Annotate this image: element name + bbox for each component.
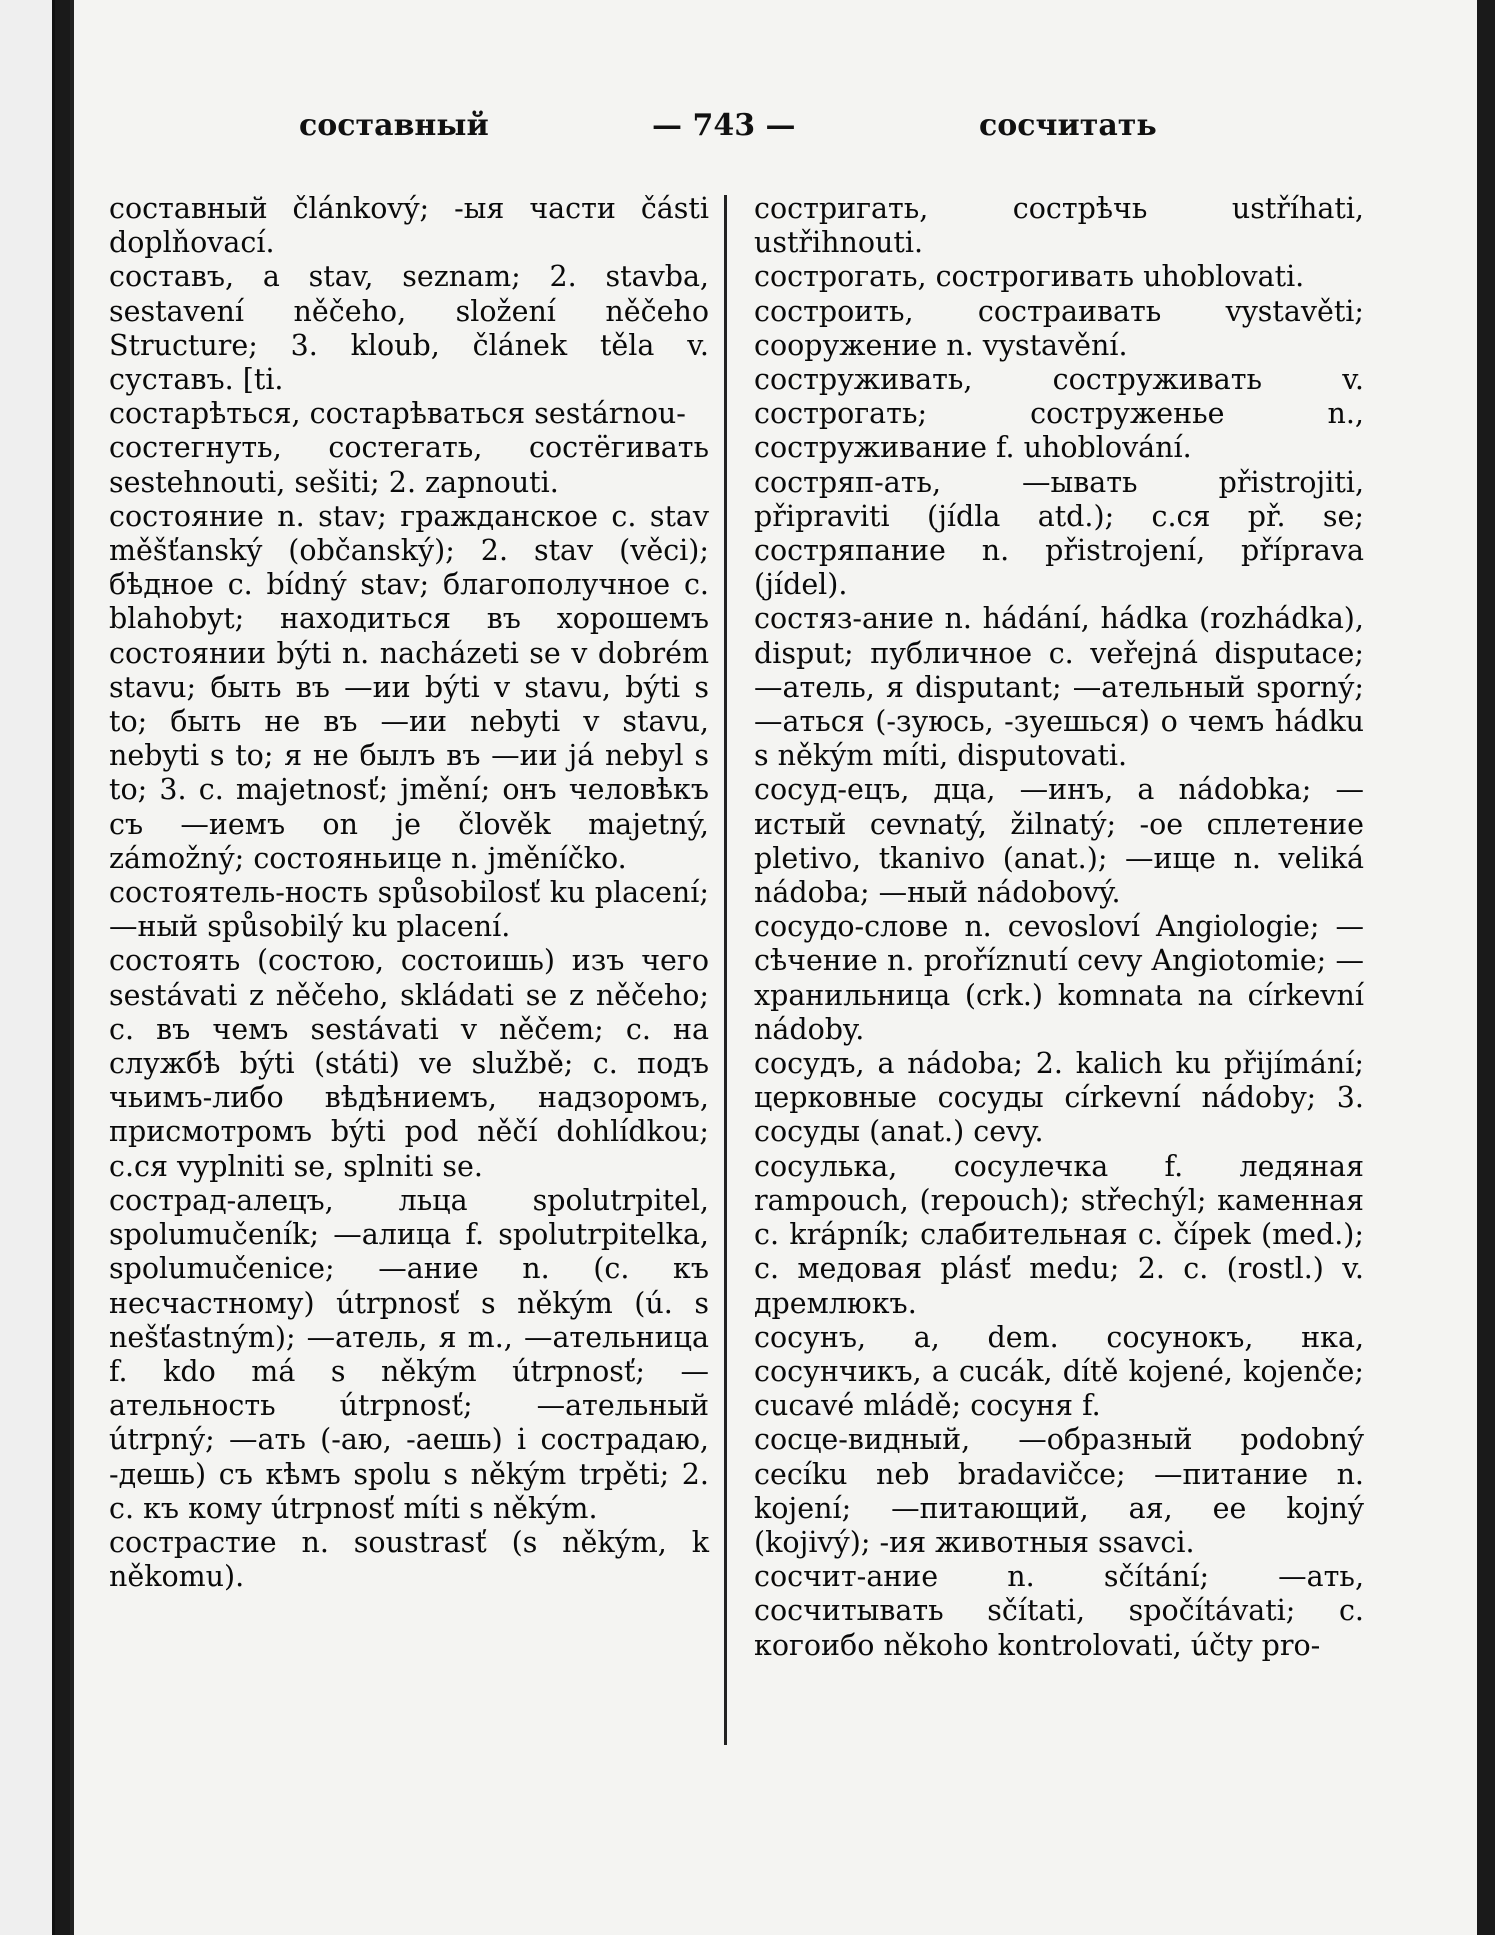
dictionary-entry: сосце-видный, —образный podobný cecíku neb bradavičce; —питание n. kojení; —питающий, ая, ее kojný (kojivý); -ия животныя ssavci. <box>754 1423 1364 1559</box>
dictionary-entry: составный článkový; -ыя части části doplňovací. <box>109 192 709 260</box>
running-head-right: сосчитать <box>979 108 1157 143</box>
dictionary-entry: сосунъ, а, dem. сосунокъ, нка, сосунчикъ, а cucák, dítě kojené, kojenče; cucavé mládě; сосуня f. <box>754 1320 1364 1423</box>
dictionary-entry: составъ, а stav, seznam; 2. stavba, sestavení něčeho, složení něčeho Structure; 3. kloub, článek těla v. суставъ. [ti. <box>109 260 709 397</box>
dictionary-entry: состояние n. stav; гражданское с. stav měšťanský (občanský); 2. stav (věci); бѣдное с. bídný stav; благополучное с. blahobyt; находиться въ хорошемъ состоянии býti n. nacházeti se v dobrém stavu; быть въ —ии býti v stavu, býti s to; быть не въ —ии nebyti v stavu, nebyti s to; я не былъ въ —ии já nebyl s to; 3. c. majetnosť; jmění; онъ человѣкъ съ —иемъ on je člověk majetný, zámožný; состояньице n. jměníčko. <box>109 499 709 875</box>
page-number: — 743 — <box>652 108 796 143</box>
dictionary-entry: состряп-ать, —ывать přistrojiti, připraviti (jídla atd.); с.ся př. se; состряпание n. přistrojení, příprava (jídel). <box>754 465 1364 602</box>
dictionary-entry: соструживать, соструживать v. сострогать; соструженье n., соструживание f. uhoblování. <box>754 363 1364 465</box>
dictionary-entry: состроить, состраивать vystavěti; сооружение n. vystavění. <box>754 294 1364 362</box>
dictionary-entry: состарѣться, состарѣваться sestárnou- <box>109 397 686 431</box>
dictionary-entry: состоятель-ность spůsobilosť ku placení; —ный spůsobilý ku placení. <box>109 876 709 944</box>
dictionary-entry: сосудо-слове n. cevosloví Angiologie; —сѣчение n. proříznutí cevy Angiotomie; —хранильница (crk.) komnata na církevní nádoby. <box>754 910 1364 1046</box>
dictionary-entry: состегнуть, состегать, состёгивать sestehnouti, sešiti; 2. zapnouti. <box>109 431 709 499</box>
previous-page-edge <box>0 0 55 1935</box>
dictionary-entry: сосчит-ание n. sčítání; —ать, сосчитывать sčítati, spočítávati; c. когоибо někoho kontrolovati, účty pro- <box>754 1560 1364 1662</box>
dictionary-entry: сострогать, сострогивать uhoblovati. <box>754 260 1305 294</box>
dictionary-page <box>70 0 1477 1935</box>
running-head-left: составный <box>299 108 489 143</box>
dictionary-entry: сосудъ, а nádoba; 2. kalich ku přijímání; церковные сосуды církevní nádoby; 3. сосуды (anat.) cevy. <box>754 1047 1364 1149</box>
dictionary-entry: состяз-ание n. hádání, hádka (rozhádka), disput; публичное c. veřejná disputace; —атель, я disputant; —ательный sporný; —аться (-зуюсь, -зуешься) о чемъ hádku s někým míti, disputovati. <box>754 602 1364 773</box>
dictionary-entry: сострастие n. soustrasť (s někým, k někomu). <box>109 1525 709 1594</box>
dictionary-entry: сосуд-ецъ, дца, —инъ, а nádobka; —истый cevnatý, žilnatý; -ое сплетение pletivo, tkanivo (anat.); —ище n. veliká nádoba; —ный nádobový. <box>754 773 1364 910</box>
dictionary-entry: состоять (состою, состоишь) изъ чего sestávati z něčeho, skládati se z něčeho; c. въ чемъ sestávati v něčem; c. на службѣ býti (státi) ve službě; c. подъ чьимъ-либо вѣдѣниемъ, надзоромъ, присмотромъ býti pod něčí dohlídkou; с.ся vyplniti se, splniti se. <box>109 944 709 1183</box>
column-divider <box>724 195 727 1745</box>
left-column <box>109 192 709 1594</box>
dictionary-entry: сосулька, сосулечка f. ледяная rampouch, (repouch); střechýl; каменная c. krápník; слабительная c. čípek (med.); c. медовая plásť medu; 2. c. (rostl.) v. дремлюкъ. <box>754 1149 1364 1320</box>
right-column <box>754 192 1364 1663</box>
dictionary-entry: сострад-алецъ, льца spolutrpitel, spolumučeník; —алица f. spolutrpitelka, spolumučenice; —ание n. (c. къ несчастному) útrpnosť s někým (ú. s nešťastným); —атель, я m., —ательница f. kdo má s někým útrpnosť; —ательность útrpnosť; —ательный útrpný; —ать (-аю, -аешь) i сострадаю, -дешь) съ кѣмъ spolu s někým trpěti; 2. c. къ кому útrpnosť míti s někým. <box>109 1183 709 1525</box>
dictionary-entry: состригать, сострѣчь ustříhati, ustřihnouti. <box>754 192 1364 260</box>
